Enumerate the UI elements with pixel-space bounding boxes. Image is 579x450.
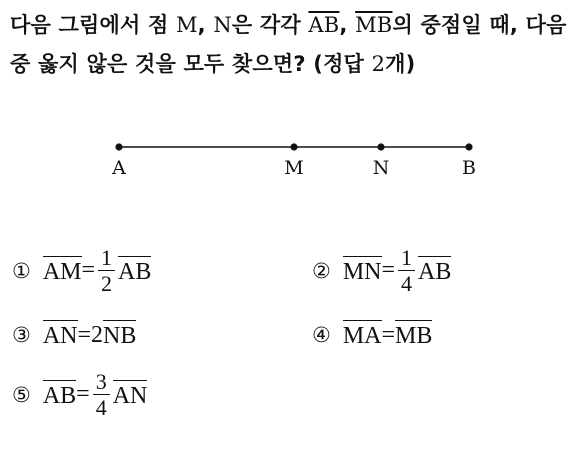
segment-ab: $\overline{AB}$: [308, 13, 340, 37]
option-number: ③: [12, 323, 31, 347]
question-part: ,: [197, 13, 214, 37]
fraction: [98, 246, 115, 295]
question-text: [10, 6, 570, 84]
label-a: A: [112, 157, 126, 179]
equals-sign: =: [381, 257, 396, 283]
answer-count: 2: [371, 52, 386, 76]
point-b-dot: [465, 143, 472, 150]
fraction-numerator: 3: [93, 370, 110, 395]
question-part: 다음 그림에서 점: [10, 13, 176, 37]
fraction: [93, 370, 110, 419]
fraction-denominator: 2: [101, 271, 113, 296]
option-number: ④: [312, 323, 331, 347]
rhs-segment: NB: [103, 320, 136, 350]
lhs-segment: AM: [43, 256, 82, 286]
point-m-dot: [290, 143, 297, 150]
label-m: M: [284, 157, 304, 179]
segment-mb: $\overline{MB}$: [355, 13, 393, 37]
equals-sign: =: [76, 381, 90, 407]
point-n: N: [213, 13, 232, 37]
label-b: B: [462, 157, 476, 179]
point-a-dot: [115, 143, 122, 150]
rhs-segment: MB: [395, 320, 432, 350]
fraction-denominator: 4: [401, 271, 413, 296]
option-3[interactable]: [12, 320, 136, 350]
option-number: ①: [12, 258, 31, 283]
rhs-segment: AB: [118, 256, 151, 286]
question-part: ,: [339, 13, 356, 37]
lhs-segment: AN: [43, 320, 78, 350]
label-n: N: [372, 157, 390, 179]
question-part: 의 중점일 때, 다음 중 옳지 않은 것을 모두 찾으면? (정답: [10, 13, 567, 76]
question-part: 은 각각: [231, 13, 309, 37]
lhs-segment: MA: [343, 320, 382, 350]
lhs-segment: AB: [43, 380, 76, 410]
point-n-dot: [377, 143, 384, 150]
equals-sign: =: [381, 321, 396, 348]
point-m: M: [175, 13, 198, 37]
rhs-segment: AN: [113, 380, 148, 410]
fraction: [398, 246, 415, 295]
option-number: ②: [312, 258, 331, 283]
fraction-denominator: 4: [95, 395, 107, 420]
lhs-segment: MN: [343, 256, 382, 286]
equals-sign: =: [81, 257, 96, 283]
coefficient: 2: [91, 321, 104, 348]
rhs-segment: AB: [418, 256, 451, 286]
option-2[interactable]: [312, 246, 451, 295]
equals-sign: =: [77, 321, 92, 348]
option-5[interactable]: [12, 370, 147, 419]
option-4[interactable]: [312, 320, 432, 350]
question-part: 개): [385, 52, 416, 76]
fraction-numerator: 1: [98, 246, 115, 271]
option-number: ⑤: [12, 382, 31, 407]
option-1[interactable]: [12, 246, 151, 295]
fraction-numerator: 1: [398, 246, 415, 271]
